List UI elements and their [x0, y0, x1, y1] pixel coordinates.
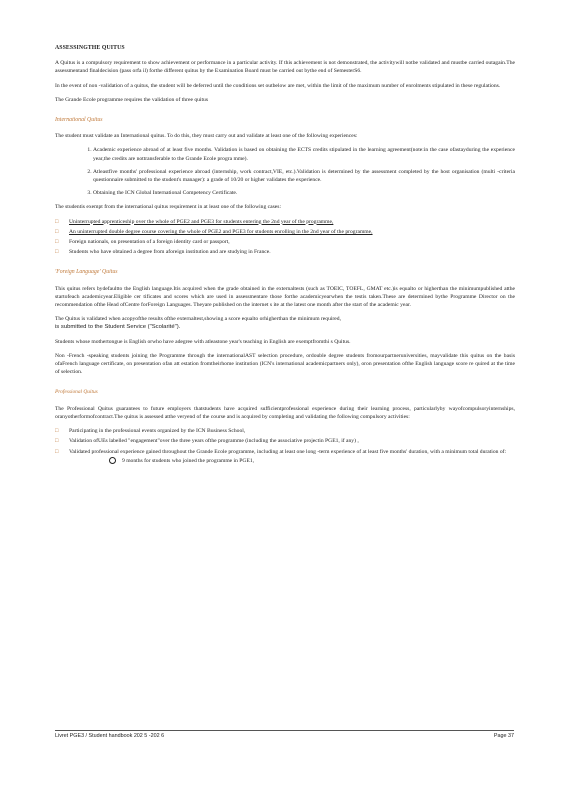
- list-item: □ Students who have obtained a degree from aforeign institution and are studying in France.: [55, 249, 271, 256]
- foreign-language-heading: 'Foreign Language' Quitus: [55, 269, 118, 276]
- square-bullet-icon: □: [55, 428, 59, 435]
- list-item: □ Foreign nationals, on presentation of a foreign identity card or passport,: [55, 239, 230, 246]
- list-item: □ Participating in the professional events organized by the ICN Business School,: [55, 428, 246, 435]
- square-bullet-icon: □: [55, 239, 59, 246]
- list-item: 3. Obtaining the ICN Global International Competency Certificate.: [93, 189, 515, 197]
- professional-heading: Professional Quitus: [55, 389, 98, 396]
- intro-paragraph-3: The Grande Ecole programme requires the validation of three quitus: [55, 96, 208, 103]
- list-item: □ Validation ofUEs labelled "engagement"over the three years ofthe programme (including the associative projectin PGE1, if any) ,: [55, 438, 359, 445]
- list-item: □ Validated professional experience gained throughout the Grande Ecole programme, including at least one long -term experience of at least five months' duration, with a minimum total duration of: 9 months for students who joined the programme in PGE1,: [55, 448, 515, 465]
- exemption-intro: The studentis exempt from the international quitus requirement in at least one of the following cases:: [55, 204, 282, 211]
- square-bullet-icon: □: [55, 218, 59, 225]
- exemption-list: [55, 218, 515, 257]
- square-bullet-icon: □: [55, 249, 59, 256]
- square-bullet-icon: □: [55, 438, 59, 445]
- page-footer: [55, 730, 514, 739]
- sub-list-item: 9 months for students who joined the programme in PGE1,: [69, 457, 515, 465]
- foreign-language-paragraph-2-text: The Quitus is validated when acopyofthe results ofthe externaltest,showing a score equalto orhigherthan the minimum required,: [55, 316, 341, 323]
- professional-intro: The Professional Quitus guarantees to future employers thatstudents have acquired sufficientprofessional experience during their learning process, particularlyby wayofcompulsoryinternships, oranyotherformofcontract.The quitus is assessed atthe veryend of the course and is acquired by completing and validating the following compulsory activities:: [55, 405, 515, 420]
- document-page: [55, 44, 515, 471]
- foreign-language-paragraph-3: Students whose mothertongue is English orwho have adegree with atleastone year's teaching in English are exemptfromthi s Quitus.: [55, 338, 351, 345]
- foreign-language-paragraph-2: [55, 315, 515, 331]
- international-heading: International Quitus: [55, 117, 103, 124]
- list-item: 1. Academic experience abroad of at least five months. Validation is based on obtaining the ECTS credits stipulated in the learning agreement(note:in the case ofastayduring the experience year,the credits are nottransferable to the Grande Ecole progra mme).: [93, 146, 515, 162]
- square-bullet-icon: □: [55, 448, 59, 455]
- circle-bullet-icon: [109, 457, 116, 464]
- intro-paragraph-1: A Quitus is a compulsory requirement to show achievement or performance in a particular activity. If this achievement is not demonstrated, the activitywill notbe validated and mustbe carried outagain.The assessmentand finaldecision (pass orfa il) forthe different quitus by the Examination Board must be carried out bythe end of SemesterS6.: [55, 60, 515, 75]
- list-item: □ An uninterrupted double degree course covering the whole of PGE2 and PGE3 for students enrolling in the 2nd year of the programme,: [55, 228, 373, 235]
- international-intro: The student must validate an International quitus. To do this, they must carry out and validate at least one of the following experiences:: [55, 133, 358, 140]
- footer-page-number: Page 37: [493, 733, 514, 739]
- list-item: □ Uninterrupted apprenticeship over the whole of PGE2 and PGE3 for students entering the 2nd year of the programme,: [55, 218, 334, 225]
- intro-paragraph-2: In the event of non -validation of a quitus, the student will be deferred until the conditions set outbelow are met, within the limit of the maximum number of enrolments stipulated in these regulations.: [55, 82, 501, 89]
- list-item: 2. Atleastfive months' professional experience abroad (internship, work contract,VIE, etc.).Validation is determined by the assessment completed by the host organisation (multi -criteria questionnaire submitted to the student's manager): a grade of 10/20 or higher validates the experience.: [93, 168, 515, 184]
- square-bullet-icon: □: [55, 228, 59, 235]
- footer-handbook-label: Livret PGE3 / Student handbook 202 5 -202 6: [55, 733, 165, 739]
- professional-activities-list: [55, 427, 515, 465]
- foreign-language-paragraph-4: Non -French -speaking students joining the Programme through the internationalAST selection procedure, ordouble degree students fromourpartneruniversities, mayvalidate this quitus on the basis ofaFrench language certificate, on presentation ofan att estation fromtheirhome institution (ICN's international academicpartners only), oron presentation ofthe English language score re quired at the time of selection.: [55, 352, 515, 376]
- foreign-language-paragraph-2-continuation: is submitted to the Student Service ("Scolarité").: [55, 324, 181, 331]
- foreign-language-paragraph-1: This quitus refers bydefaultto the English language.Itis acquired when the grade obtained in the externaltests (such as TOEIC, TOEFL, GMAT etc.)is equalto or higherthan the minimumpublished atthe startofeach academicyear.Eligible cer tificates and scores which are used in assessmentare those forthe academicyearwhen the testis taken.These are determined bythe Programme Director on the recommendation ofthe Head ofCentre forForeign Languages. Theyare published on the internet s ite at the latest one month after the start of the academic year.: [55, 285, 515, 309]
- international-requirements-list: [55, 146, 515, 197]
- page-title: ASSESSINGTHE QUITUS: [55, 45, 125, 51]
